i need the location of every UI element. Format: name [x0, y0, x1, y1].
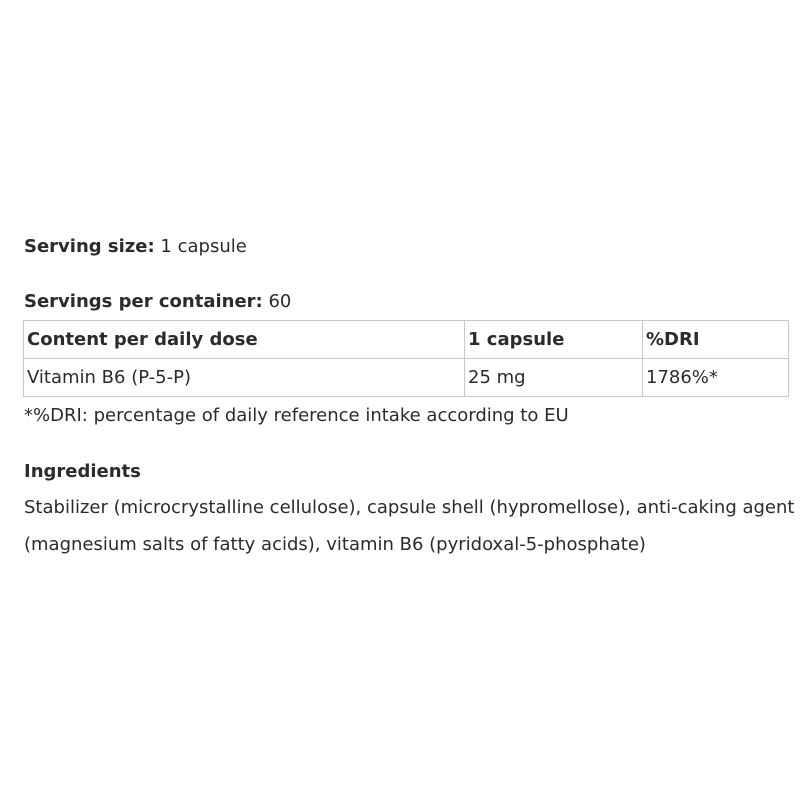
- header-content-per-daily-dose: Content per daily dose: [24, 321, 465, 359]
- header-dri: %DRI: [643, 321, 789, 359]
- servings-per-container: [24, 291, 291, 313]
- table-row: [24, 359, 789, 397]
- cell-dri: 1786%*: [643, 359, 789, 397]
- ingredients-text-line-1: Stabilizer (microcrystalline cellulose), capsule shell (hypromellose), anti-caking agent: [24, 497, 795, 518]
- servings-per-container-label: Servings per container:: [24, 291, 263, 312]
- serving-size: [24, 236, 247, 258]
- dri-footnote: *%DRI: percentage of daily reference intake according to EU: [24, 405, 569, 426]
- cell-amount: 25 mg: [465, 359, 643, 397]
- ingredients-text-line-2: (magnesium salts of fatty acids), vitamin B6 (pyridoxal-5-phosphate): [24, 534, 646, 555]
- serving-size-label: Serving size:: [24, 236, 155, 257]
- servings-per-container-value: 60: [268, 291, 292, 312]
- table-header-row: [24, 321, 789, 359]
- ingredients-heading: Ingredients: [24, 461, 141, 482]
- serving-size-value: 1 capsule: [160, 236, 247, 257]
- header-per-capsule: 1 capsule: [465, 321, 643, 359]
- nutrition-table: [23, 320, 789, 397]
- cell-nutrient: Vitamin B6 (P-5-P): [24, 359, 465, 397]
